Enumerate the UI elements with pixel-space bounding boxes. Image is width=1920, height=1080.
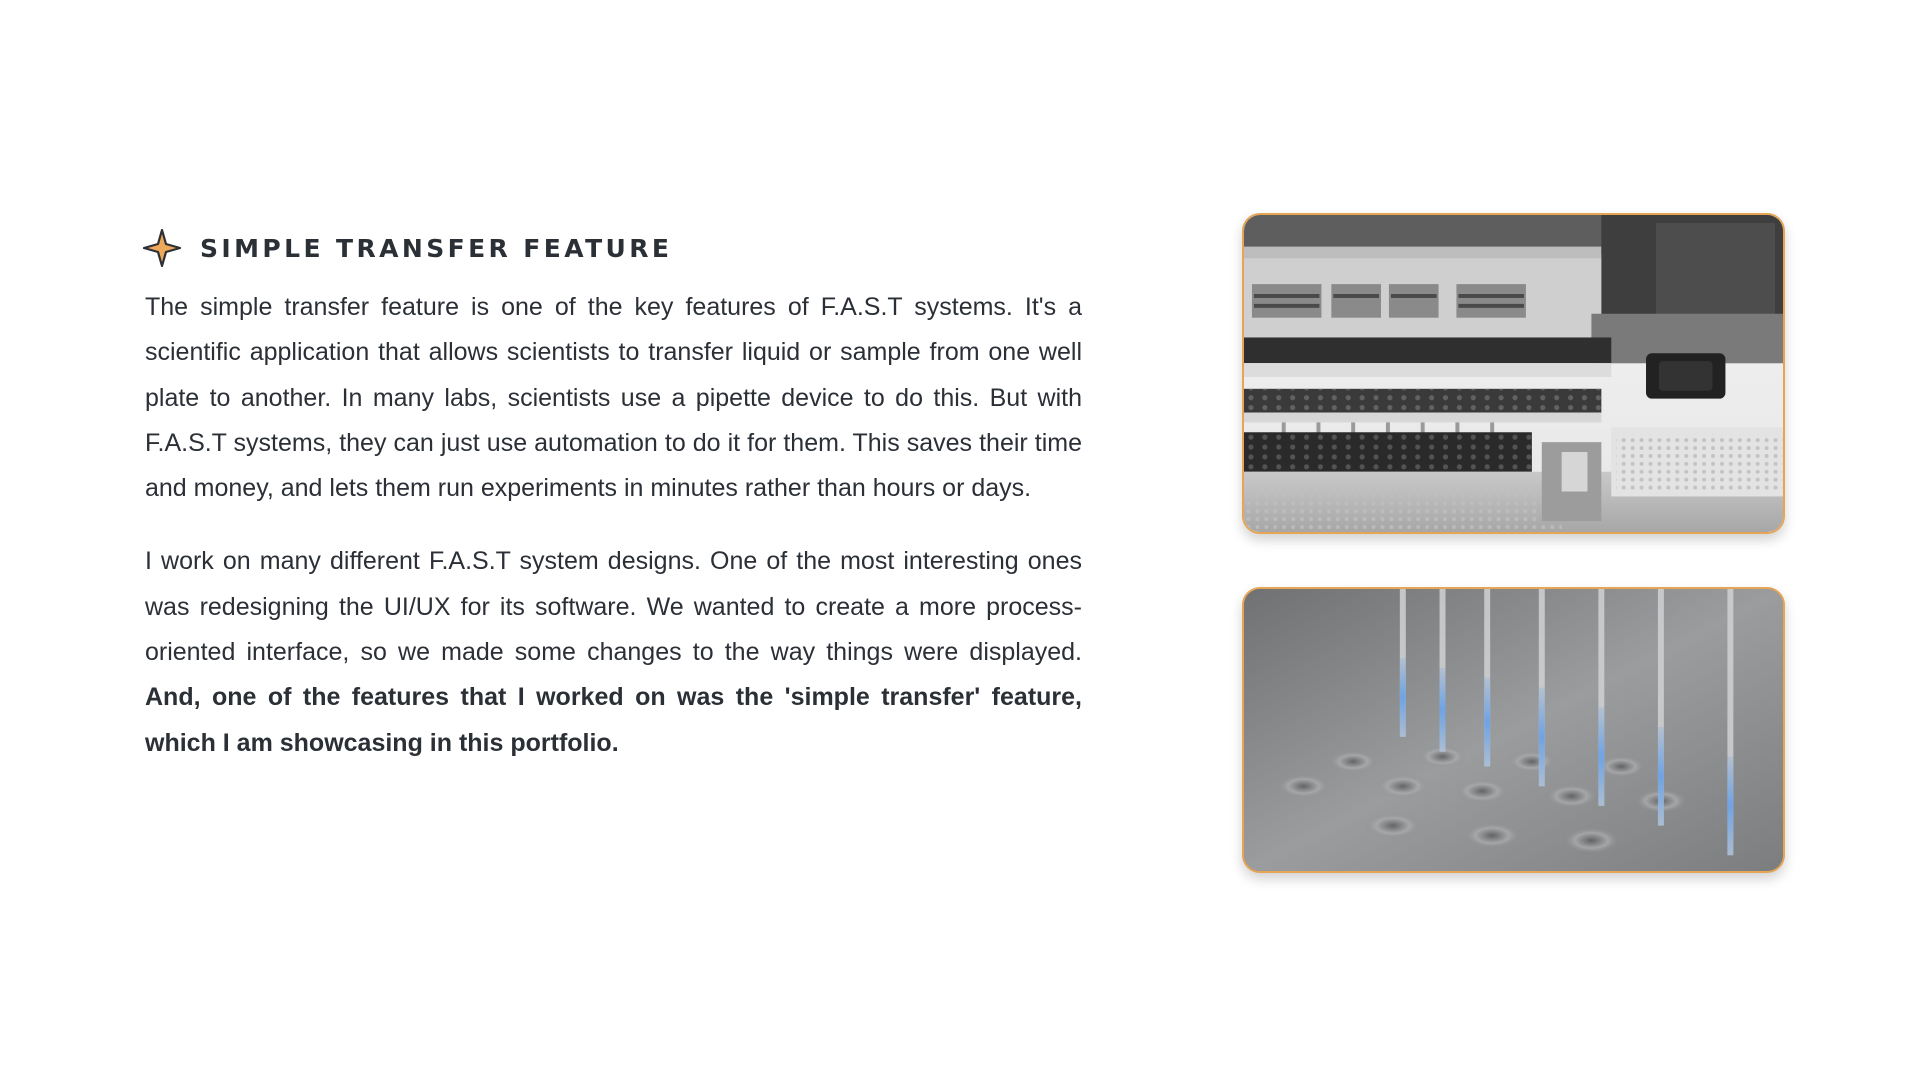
liquid-handler-machine-image (1242, 213, 1785, 534)
detail-paragraph-regular: I work on many different F.A.S.T system designs. One of the most interesting ones was redesigning the UI/UX for its software. We wanted to create a more process-oriented interface, so we made some changes to the way things were displayed. (145, 547, 1082, 667)
pipette-tips-wellplate-image (1242, 587, 1785, 873)
text-column (145, 228, 1082, 766)
detail-paragraph-bold: And, one of the features that I worked on was the 'simple transfer' feature, which I am showcasing in this portfolio. (145, 683, 1082, 757)
intro-paragraph: The simple transfer feature is one of the key features of F.A.S.T systems. It's a scientific application that allows scientists to transfer liquid or sample from one well plate to another. In many labs, scientists use a pipette device to do this. But with F.A.S.T systems, they can just use automation to do it for them. This saves their time and money, and lets them run experiments in minutes rather than hours or days. (145, 293, 1082, 503)
detail-paragraph (145, 539, 1082, 765)
four-point-star-icon (142, 228, 182, 268)
section-title: SIMPLE TRANSFER FEATURE (200, 233, 673, 263)
section-heading (142, 228, 1082, 268)
